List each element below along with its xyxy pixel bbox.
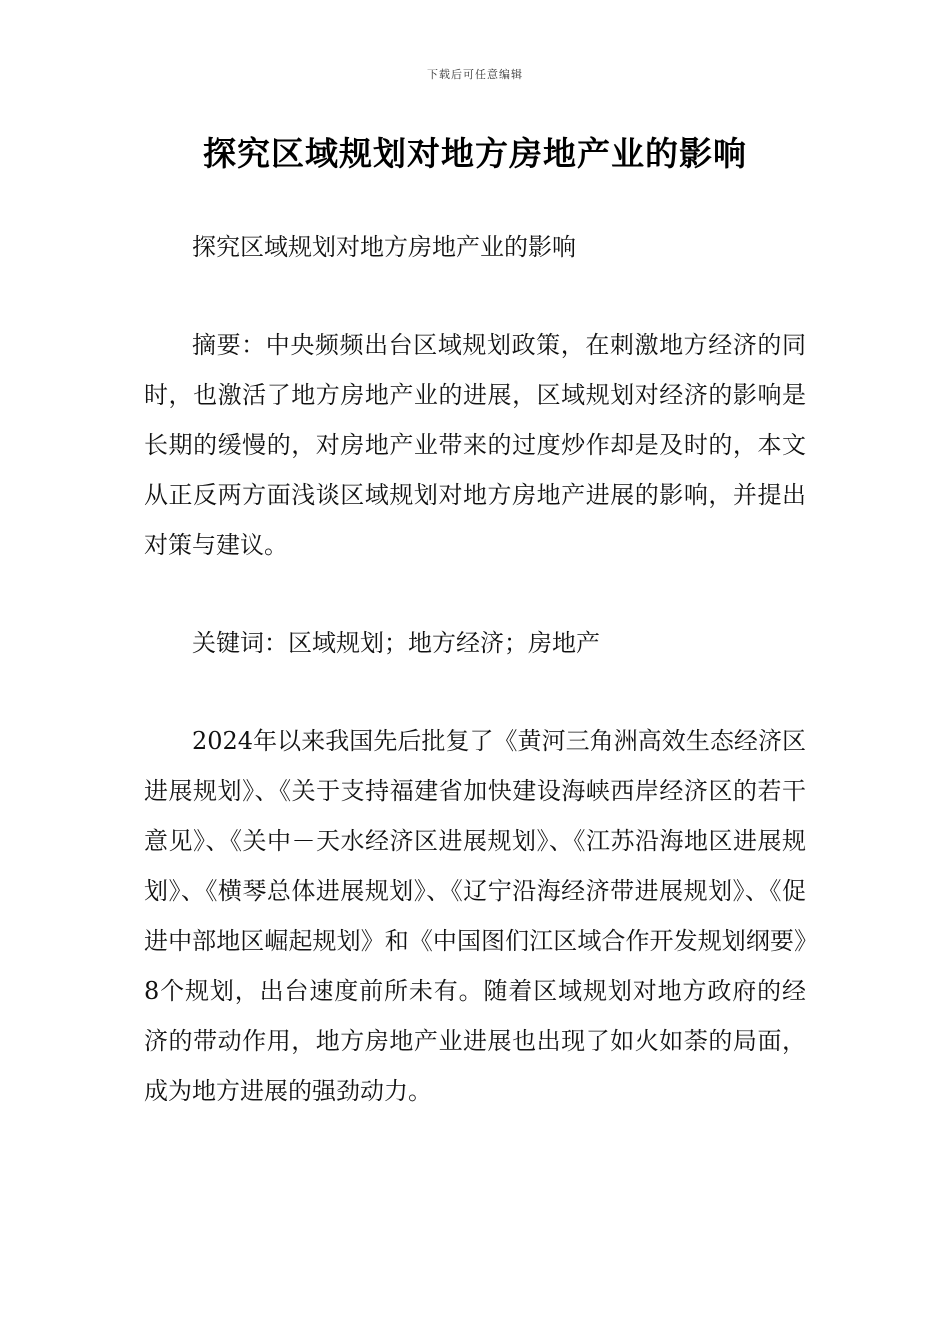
document-body <box>144 222 806 1116</box>
body-paragraph: 2024年以来我国先后批复了《黄河三角洲高效生态经济区进展规划》、《关于支持福建省加快建设海峡西岸经济区的若干意见》、《关中－天水经济区进展规划》、《江苏沿海地区进展规划》、《横琴总体进展规划》、《辽宁沿海经济带进展规划》、《促进中部地区崛起规划》和《中国图们江区域合作开发规划纲要》8个规划，出台速度前所未有。随着区域规划对地方政府的经济的带动作用，地方房地产业进展也出现了如火如荼的局面，成为地方进展的强劲动力。 <box>144 727 806 1105</box>
document-title: 探究区域规划对地方房地产业的影响 <box>203 134 747 173</box>
header-note: 下载后可任意编辑 <box>427 68 523 81</box>
abstract-paragraph: 摘要：中央频频出台区域规划政策，在刺激地方经济的同时，也激活了地方房地产业的进展，区域规划对经济的影响是长期的缓慢的，对房地产业带来的过度炒作却是及时的，本文从正反两方面浅谈区域规划对地方房地产进展的影响，并提出对策与建议。 <box>144 331 806 559</box>
subtitle-paragraph: 探究区域规划对地方房地产业的影响 <box>192 233 576 261</box>
keywords-paragraph: 关键词：区域规划；地方经济；房地产 <box>192 629 600 657</box>
